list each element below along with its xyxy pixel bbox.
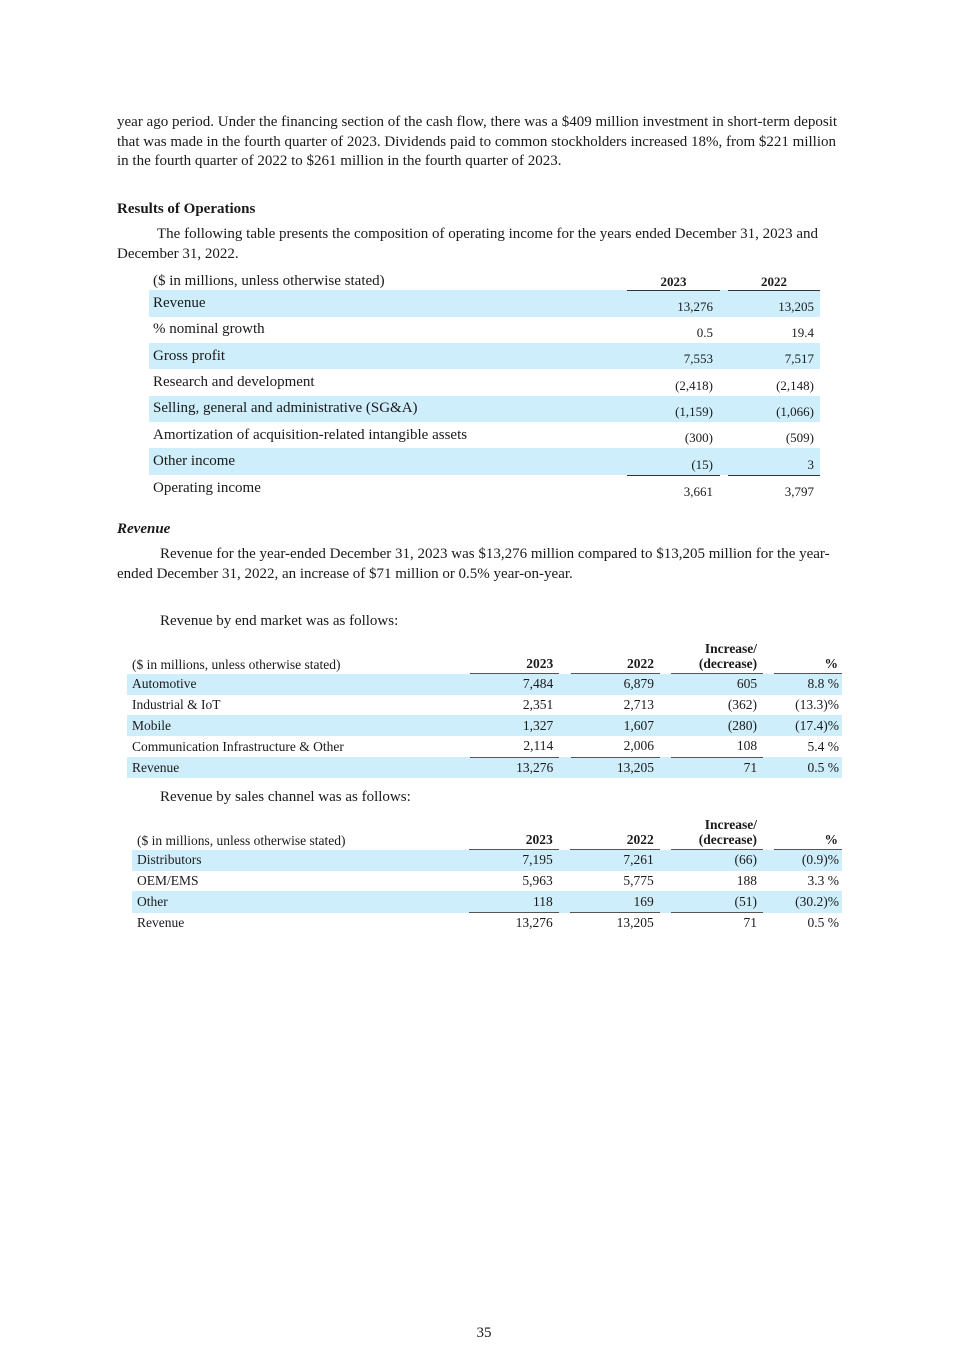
unit-label: ($ in millions, unless otherwise stated)	[153, 273, 385, 289]
table-row	[149, 317, 820, 343]
unit-label: ($ in millions, unless otherwise stated)	[137, 832, 346, 848]
revenue-paragraph: Revenue for the year-ended December 31, 2023 was $13,276 million compared to $13,205 million for the year-ended December 31, 2022, an increase of $71 million or 0.5% year-on-year.	[117, 546, 830, 582]
value-change: (280)	[671, 715, 763, 736]
row-label: Operating income	[153, 479, 261, 496]
value-change: 108	[671, 736, 763, 757]
value-2023: (15)	[627, 448, 720, 475]
value-2022: 169	[570, 891, 660, 912]
value-2023: 13,276	[515, 915, 553, 931]
row-label: Mobile	[127, 715, 470, 736]
table-row-total	[149, 475, 820, 502]
column-header-increase	[671, 817, 763, 850]
table-row	[127, 736, 842, 757]
value-change: 605	[671, 674, 763, 695]
row-label: Other income	[149, 448, 627, 475]
header-line: Increase/	[704, 817, 757, 832]
value-2023: 3,661	[683, 483, 713, 499]
value-2022: 3,797	[784, 483, 814, 499]
results-heading: Results of Operations	[117, 201, 256, 217]
column-header-2022: 2022	[728, 268, 820, 290]
value-2022: 2,713	[623, 697, 655, 713]
column-header-increase	[671, 641, 763, 674]
value-2022: 6,879	[571, 674, 660, 695]
row-label: Automotive	[127, 674, 470, 695]
value-2022: (1,066)	[728, 396, 820, 422]
value-change: 71	[743, 915, 757, 931]
row-label: Revenue	[137, 915, 185, 931]
column-header-2023: 2023	[627, 268, 720, 290]
row-label: OEM/EMS	[137, 873, 199, 889]
header-line: (decrease)	[698, 832, 757, 847]
column-header-2023: 2023	[469, 817, 559, 850]
value-change: 188	[736, 873, 757, 889]
row-label: Revenue	[149, 290, 627, 317]
row-label: Other	[132, 891, 469, 912]
column-header-2023: 2023	[470, 641, 559, 674]
header-line: (decrease)	[698, 656, 758, 671]
revenue-by-end-market-table	[127, 641, 842, 778]
value-2022: 5,775	[623, 873, 654, 889]
value-2023: 1,327	[470, 715, 559, 736]
table-row	[149, 369, 820, 395]
value-percent: (30.2)%	[774, 891, 842, 912]
results-paragraph: The following table presents the composition of operating income for the years ended December 31, 2023 and December 31, 2022.	[117, 226, 819, 262]
table-row	[127, 674, 842, 695]
table-row-total	[127, 757, 842, 778]
value-2023: 13,276	[627, 290, 720, 317]
unit-label: ($ in millions, unless otherwise stated)	[132, 656, 341, 672]
row-label: Distributors	[132, 850, 469, 871]
row-label: Gross profit	[149, 343, 627, 369]
value-2022: 13,205	[571, 757, 660, 778]
operating-income-table	[149, 268, 820, 502]
value-2022: 1,607	[571, 715, 660, 736]
value-percent: 0.5 %	[774, 757, 842, 778]
value-2023: (1,159)	[627, 396, 720, 422]
value-change: (362)	[727, 697, 758, 713]
value-2023: 13,276	[470, 757, 559, 778]
row-label: Amortization of acquisition-related intangible assets	[153, 426, 468, 443]
row-label: % nominal growth	[153, 321, 265, 338]
row-label: Selling, general and administrative (SG&A)	[149, 396, 627, 422]
value-2022: 2,006	[571, 736, 660, 757]
row-label: Revenue	[127, 757, 470, 778]
table-row	[149, 343, 820, 369]
row-label: Industrial & IoT	[132, 697, 221, 713]
value-change: (66)	[671, 850, 763, 871]
table-header-row	[132, 817, 842, 850]
value-percent: 8.8 %	[774, 674, 842, 695]
table-row	[149, 396, 820, 422]
table-header-row	[149, 268, 820, 290]
row-label: Communication Infrastructure & Other	[132, 738, 344, 754]
value-change: 71	[671, 757, 763, 778]
value-2023: (2,418)	[675, 377, 713, 393]
value-2023: 0.5	[696, 325, 713, 341]
table-row	[132, 891, 842, 912]
value-2022: (509)	[785, 430, 814, 446]
table-row	[132, 850, 842, 871]
value-percent: 0.5 %	[807, 915, 839, 931]
value-2023: 2,351	[522, 697, 554, 713]
value-2023: 7,553	[627, 343, 720, 369]
value-2022: 7,261	[570, 850, 660, 871]
table-row	[132, 871, 842, 892]
value-percent: (17.4)%	[774, 715, 842, 736]
value-percent: (0.9)%	[774, 850, 842, 871]
table-row	[149, 422, 820, 448]
page-number: 35	[476, 1325, 492, 1341]
value-2023: 118	[469, 891, 559, 912]
value-2022: 19.4	[791, 325, 814, 341]
revenue-heading: Revenue	[117, 521, 171, 537]
header-line: Increase/	[704, 641, 758, 656]
row-label: Research and development	[153, 374, 315, 391]
value-percent: 3.3 %	[807, 873, 839, 889]
value-change: (51)	[671, 891, 763, 912]
table-row	[149, 448, 820, 475]
table-row	[127, 695, 842, 716]
column-header-percent: %	[774, 641, 842, 674]
value-2022: (2,148)	[776, 377, 814, 393]
value-percent: 5.4 %	[807, 738, 839, 754]
revenue-by-sales-channel-table	[132, 817, 842, 934]
value-2023: 7,195	[469, 850, 559, 871]
value-2022: 13,205	[728, 290, 820, 317]
column-header-2022: 2022	[571, 641, 660, 674]
end-market-lead: Revenue by end market was as follows:	[160, 613, 399, 629]
intro-paragraph: year ago period. Under the financing section of the cash flow, there was a $409 million investment in short-term deposit that was made in the fourth quarter of 2023. Dividends paid to common stockholders increased 18%, from $221 million in the fourth quarter of 2022 to $261 million in the fourth quarter of 2023.	[117, 114, 838, 169]
value-2023: 5,963	[522, 873, 553, 889]
table-row	[127, 715, 842, 736]
value-2023: 2,114	[470, 736, 559, 757]
column-header-2022: 2022	[570, 817, 660, 850]
value-2023: 7,484	[470, 674, 559, 695]
value-2022: 13,205	[616, 915, 654, 931]
value-2022: 7,517	[728, 343, 820, 369]
value-percent: (13.3)%	[795, 697, 839, 713]
value-2023: (300)	[684, 430, 713, 446]
table-header-row	[127, 641, 842, 674]
table-row	[149, 290, 820, 317]
table-row-total	[132, 913, 842, 934]
column-header-percent: %	[774, 817, 842, 850]
value-2022: 3	[728, 448, 820, 475]
sales-channel-lead: Revenue by sales channel was as follows:	[160, 789, 411, 805]
